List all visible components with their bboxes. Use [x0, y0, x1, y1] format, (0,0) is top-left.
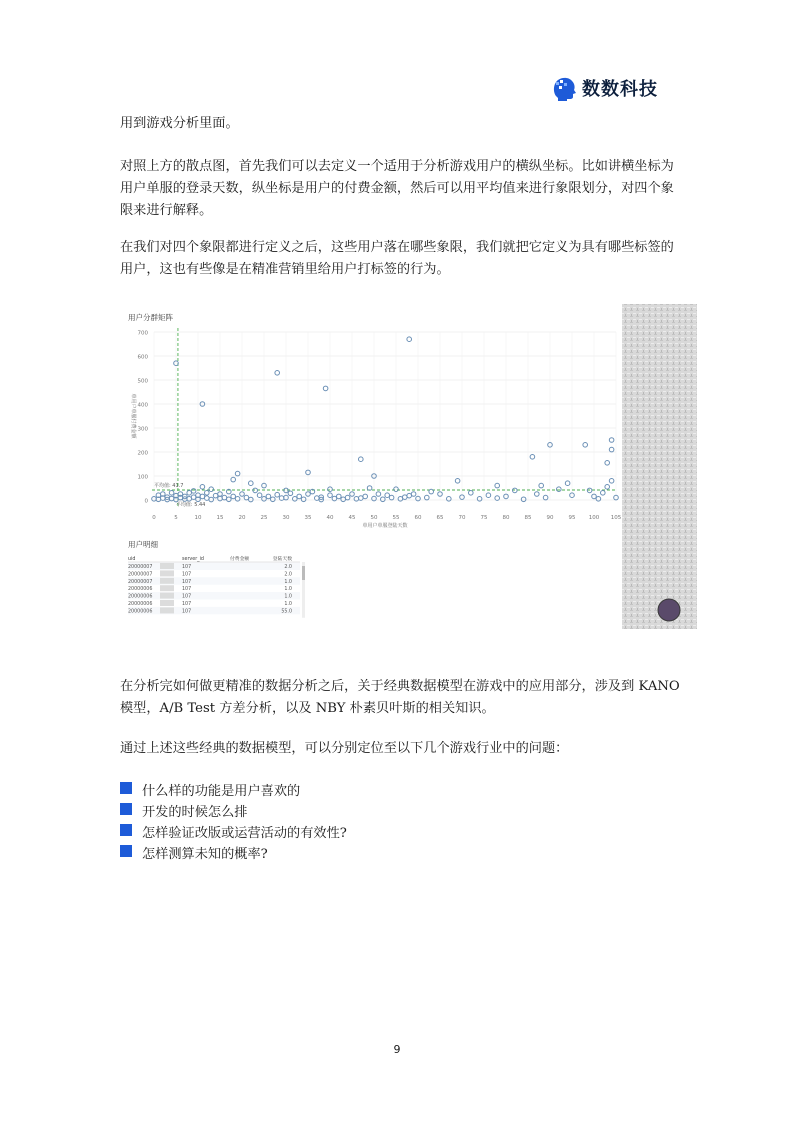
scatter-point [191, 489, 196, 494]
table-cell: 1.0 [284, 602, 292, 607]
scatter-point [455, 479, 460, 484]
scatter-point [521, 497, 526, 502]
table-cell: 55.0 [281, 609, 292, 615]
scatter-point [187, 491, 192, 496]
scatter-point [543, 495, 548, 500]
x-tick-label: 25 [260, 515, 268, 521]
scatter-point [354, 497, 359, 502]
table-cell: 107 [182, 602, 192, 607]
paragraph-scatter-explanation: 对照上方的散点图，首先我们可以去定义一个适用于分析游戏用户的横纵坐标。比如讲横坐标为用户单服的登录天数，纵坐标是用户的付费金额，然后可以用平均值来进行象限划分，对四个象限来进行解释。 [120, 159, 674, 218]
y-tick-label: 100 [137, 474, 148, 481]
blur-patch [160, 600, 174, 606]
scatter-point [601, 491, 606, 496]
x-tick-label: 85 [524, 515, 532, 521]
scatter-point [389, 495, 394, 500]
scatter-point [235, 497, 240, 502]
x-tick-label: 70 [458, 515, 466, 521]
scatter-point [583, 443, 588, 448]
x-tick-label: 10 [194, 515, 202, 521]
x-tick-label: 35 [304, 515, 312, 521]
scatter-point [605, 485, 610, 490]
scatter-point [227, 497, 232, 502]
table-row [128, 563, 300, 570]
scatter-point [565, 481, 570, 486]
table-row [128, 607, 300, 614]
y-tick-label: 200 [137, 450, 148, 457]
table-scrollbar-thumb [302, 566, 305, 580]
scatter-point [447, 497, 452, 502]
table-row [128, 577, 300, 584]
table-cell: 2.0 [284, 565, 292, 570]
y-tick-label: 400 [137, 402, 148, 409]
square-bullet-icon [120, 782, 132, 794]
x-tick-label: 55 [392, 515, 400, 521]
scatter-point [469, 491, 474, 496]
question-list [120, 779, 620, 863]
table-cell: 1.0 [284, 579, 292, 585]
x-mean-label: 平均值: 5.44 [175, 502, 206, 508]
table-header-cell: server_id [182, 557, 204, 562]
scatter-point [235, 471, 240, 476]
y-tick-label: 600 [137, 354, 148, 361]
table-cell: 20000007 [128, 572, 153, 578]
y-tick-label: 500 [137, 378, 148, 385]
logo-text: 数数科技 [582, 79, 658, 100]
list-item [120, 842, 620, 863]
blur-patch [160, 563, 174, 569]
scatter-point [191, 495, 196, 500]
x-tick-label: 105 [610, 515, 622, 521]
scatter-point [609, 479, 614, 484]
scatter-point [200, 485, 205, 490]
x-tick-label: 0 [152, 515, 156, 521]
y-tick-label: 0 [144, 498, 148, 505]
scatter-point [425, 495, 430, 500]
head-icon [550, 74, 578, 102]
list-item-text: 怎样验证改版或运营活动的有效性? [142, 826, 347, 841]
x-tick-label: 65 [436, 515, 444, 521]
table-cell: 107 [182, 587, 192, 593]
y-mean-label: 平均值: 41.7 [154, 482, 184, 489]
table-cell: 20000006 [128, 587, 153, 593]
scatter-point [205, 491, 210, 496]
scatter-point [407, 337, 412, 342]
x-tick-label: 5 [174, 515, 178, 521]
record-icon [658, 599, 680, 621]
x-tick-label: 40 [326, 515, 334, 521]
y-axis-label: 单用户单服付费金额 [130, 393, 136, 439]
scatter-point [275, 371, 280, 376]
scatter-point [275, 492, 280, 497]
table-cell: 20000007 [128, 579, 153, 585]
scatter-point [209, 497, 214, 502]
blur-patch [160, 593, 174, 599]
table-cell: 2.0 [284, 572, 292, 578]
scatter-point [244, 495, 249, 500]
table-cell: 107 [182, 572, 192, 578]
scatter-point [257, 493, 262, 498]
table-header-cell: 登陆天数 [272, 557, 292, 562]
scatter-point [385, 493, 390, 498]
x-tick-label: 90 [546, 515, 554, 521]
scatter-point [293, 497, 298, 502]
list-item-text: 开发的时候怎么排 [142, 805, 248, 820]
paragraph-quadrant-definition: 在我们对四个象限都进行定义之后，这些用户落在哪些象限，我们就把它定义为具有哪些标签的用户，这也有些像是在精准营销里给用户打标签的行为。 [120, 240, 674, 277]
list-item [120, 800, 620, 821]
scatter-point [363, 494, 368, 499]
scatter-point [539, 483, 544, 488]
scatter-point [605, 461, 610, 466]
table-cell: 107 [182, 594, 192, 600]
square-bullet-icon [120, 824, 132, 836]
scatter-point [249, 497, 254, 502]
x-tick-label: 20 [238, 515, 246, 521]
scatter-point [231, 477, 236, 482]
paragraph-questions-intro: 通过上述这些经典的数据模型，可以分别定位至以下几个游戏行业中的问题： [120, 741, 569, 756]
list-item-text: 什么样的功能是用户喜欢的 [142, 784, 301, 799]
table-cell: 20000006 [128, 594, 153, 600]
scatter-point [429, 489, 434, 494]
scatter-point [359, 457, 364, 462]
scatter-point [249, 481, 254, 486]
scatter-point [297, 494, 302, 499]
scatter-point [495, 483, 500, 488]
scatter-point [169, 491, 174, 496]
x-tick-label: 15 [216, 515, 224, 521]
scatter-point [609, 447, 614, 452]
table-cell: 107 [182, 579, 192, 585]
x-tick-label: 95 [568, 515, 576, 521]
square-bullet-icon [120, 845, 132, 857]
scatter-point [486, 493, 491, 498]
page-number: 9 [393, 1043, 401, 1056]
scatter-point [209, 487, 214, 492]
scatter-point [345, 495, 350, 500]
list-item [120, 821, 620, 842]
blur-patch [160, 570, 174, 576]
list-item-text: 怎样测算未知的概率? [142, 847, 268, 862]
scatter-point [323, 386, 328, 391]
table-cell: 20000006 [128, 609, 153, 615]
texture-strip [622, 304, 697, 629]
scatter-point [337, 494, 342, 499]
scatter-point [271, 497, 276, 502]
scatter-point [411, 492, 416, 497]
table-cell: 107 [182, 565, 192, 570]
scatter-point [557, 487, 562, 492]
scatter-point [231, 494, 236, 499]
x-tick-label: 80 [502, 515, 510, 521]
chart-title: 用户分群矩阵 [128, 313, 173, 322]
scatter-point [301, 497, 306, 502]
table-header-cell: 付费金额 [230, 557, 250, 562]
blur-patch [160, 585, 174, 591]
table-row [128, 592, 300, 599]
x-tick-label: 50 [370, 515, 378, 521]
scatter-point [535, 492, 540, 497]
table-header-cell: uid [128, 557, 136, 562]
figure-user-segmentation [120, 304, 697, 629]
blur-patch [160, 607, 174, 613]
paragraph-intro-end: 用到游戏分析里面。 [120, 116, 239, 131]
paragraph-models-intro: 在分析完如何做更精准的数据分析之后，关于经典数据模型在游戏中的应用部分，涉及到 KANO 模型，A/B Test 方差分析，以及 NBY 朴素贝叶斯的相关知识。 [120, 679, 680, 716]
table-cell: 1.0 [284, 594, 292, 600]
scatter-point [530, 455, 535, 460]
x-tick-label: 60 [414, 515, 422, 521]
x-tick-label: 75 [480, 515, 488, 521]
figure-svg [120, 304, 697, 629]
x-axis-label: 单用户单服登陆天数 [362, 523, 408, 529]
scatter-point [381, 497, 386, 502]
table-cell: 20000006 [128, 602, 153, 607]
scatter-point [596, 497, 601, 502]
x-tick-label: 45 [348, 515, 356, 521]
x-tick-label: 100 [588, 515, 600, 521]
scatter-point [288, 491, 293, 496]
company-logo [550, 70, 670, 106]
scatter-point [376, 492, 381, 497]
table-title: 用户明细 [128, 540, 158, 549]
scatter-point [477, 497, 482, 502]
table-cell: 20000007 [128, 565, 153, 570]
square-bullet-icon [120, 803, 132, 815]
table-cell: 107 [182, 609, 192, 615]
list-item [120, 779, 620, 800]
y-tick-label: 700 [137, 330, 148, 337]
scatter-point [609, 438, 614, 443]
scatter-point [266, 494, 271, 499]
blur-patch [160, 578, 174, 584]
x-tick-label: 30 [282, 515, 290, 521]
table-cell: 1.0 [284, 587, 292, 593]
y-tick-label: 300 [137, 426, 148, 433]
